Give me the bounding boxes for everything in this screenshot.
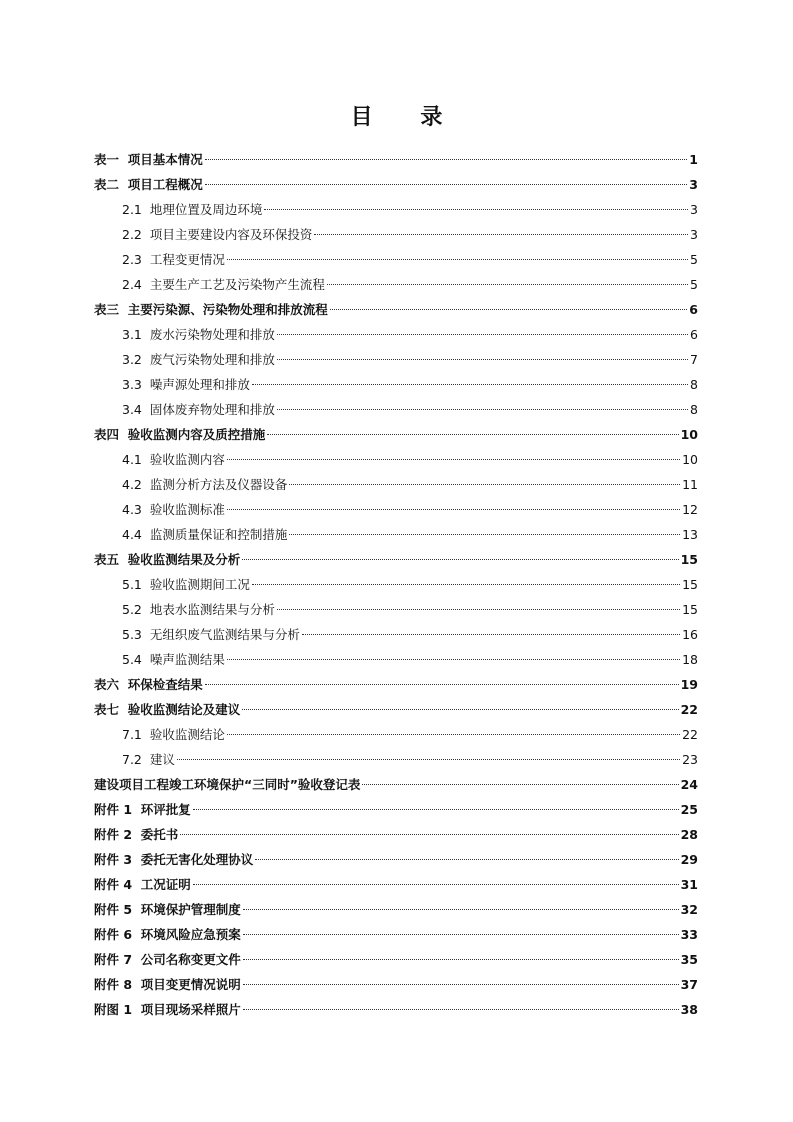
toc-leader-dots xyxy=(243,909,679,910)
toc-entry-page: 18 xyxy=(682,652,698,667)
toc-entry[interactable] xyxy=(94,422,698,447)
toc-entry[interactable] xyxy=(94,572,698,597)
toc-entry-label: 表三 主要污染源、污染物处理和排放流程 xyxy=(94,302,328,317)
toc-entry-page: 24 xyxy=(680,777,698,792)
toc-leader-dots xyxy=(277,609,680,610)
toc-entry[interactable] xyxy=(94,822,698,847)
toc-entry-page: 15 xyxy=(682,577,698,592)
toc-leader-dots xyxy=(264,209,688,210)
toc-leader-dots xyxy=(193,809,679,810)
toc-entry-label: 5.2 地表水监测结果与分析 xyxy=(122,602,275,617)
toc-entry[interactable] xyxy=(94,672,698,697)
toc-entry[interactable] xyxy=(94,872,698,897)
toc-entry[interactable] xyxy=(94,722,698,747)
toc-leader-dots xyxy=(227,659,680,660)
toc-entry-label: 附件 4 工况证明 xyxy=(94,877,191,892)
toc-entry-label: 2.2 项目主要建设内容及环保投资 xyxy=(122,227,313,242)
toc-leader-dots xyxy=(277,359,688,360)
toc-leader-dots xyxy=(205,159,688,160)
toc-entry-page: 31 xyxy=(680,877,698,892)
toc-entry-label: 4.1 验收监测内容 xyxy=(122,452,225,467)
toc-entry-page: 16 xyxy=(682,627,698,642)
toc-leader-dots xyxy=(205,184,688,185)
toc-entry-label: 2.3 工程变更情况 xyxy=(122,252,225,267)
toc-leader-dots xyxy=(243,934,679,935)
toc-entry-page: 3 xyxy=(690,202,698,217)
toc-entry-label: 7.1 验收监测结论 xyxy=(122,727,225,742)
toc-entry-page: 29 xyxy=(680,852,698,867)
toc-leader-dots xyxy=(277,409,688,410)
toc-entry-label: 表五 验收监测结果及分析 xyxy=(94,552,241,567)
toc-entry-label: 5.1 验收监测期间工况 xyxy=(122,577,250,592)
toc-entry-page: 22 xyxy=(680,702,698,717)
toc-entry-label: 2.4 主要生产工艺及污染物产生流程 xyxy=(122,277,325,292)
toc-entry[interactable] xyxy=(94,347,698,372)
toc-leader-dots xyxy=(255,859,678,860)
toc-entry[interactable] xyxy=(94,747,698,772)
toc-entry-label: 3.1 废水污染物处理和排放 xyxy=(122,327,275,342)
toc-entry[interactable] xyxy=(94,147,698,172)
toc-leader-dots xyxy=(243,959,679,960)
toc-entry-label: 表一 项目基本情况 xyxy=(94,152,203,167)
toc-entry[interactable] xyxy=(94,897,698,922)
toc-leader-dots xyxy=(227,734,680,735)
toc-leader-dots xyxy=(289,484,680,485)
toc-entry[interactable] xyxy=(94,847,698,872)
toc-entry[interactable] xyxy=(94,322,698,347)
toc-entry-page: 37 xyxy=(680,977,698,992)
toc-leader-dots xyxy=(227,509,680,510)
toc-entry-page: 5 xyxy=(690,252,698,267)
toc-entry[interactable] xyxy=(94,597,698,622)
toc-entry-page: 22 xyxy=(682,727,698,742)
toc-entry-label: 4.3 验收监测标准 xyxy=(122,502,225,517)
toc-leader-dots xyxy=(362,784,678,785)
toc-entry-page: 15 xyxy=(682,602,698,617)
toc-entry-page: 8 xyxy=(690,377,698,392)
toc-entry-label: 附件 2 委托书 xyxy=(94,827,179,842)
toc-entry[interactable] xyxy=(94,447,698,472)
toc-entry-label: 表七 验收监测结论及建议 xyxy=(94,702,241,717)
toc-entry[interactable] xyxy=(94,647,698,672)
toc-entry-page: 5 xyxy=(690,277,698,292)
toc-leader-dots xyxy=(227,259,688,260)
toc-entry-label: 4.2 监测分析方法及仪器设备 xyxy=(122,477,288,492)
toc-entry-label: 2.1 地理位置及周边环境 xyxy=(122,202,263,217)
toc-entry-page: 8 xyxy=(690,402,698,417)
toc-entry-label: 7.2 建议 xyxy=(122,752,175,767)
toc-entry[interactable] xyxy=(94,222,698,247)
toc-entry-page: 1 xyxy=(689,152,698,167)
toc-leader-dots xyxy=(243,984,679,985)
toc-entry-page: 33 xyxy=(680,927,698,942)
toc-leader-dots xyxy=(252,384,688,385)
toc-entry-label: 附件 7 公司名称变更文件 xyxy=(94,952,241,967)
toc-entry-page: 3 xyxy=(690,227,698,242)
toc-entry-page: 10 xyxy=(680,427,698,442)
toc-leader-dots xyxy=(227,459,680,460)
toc-entry-page: 7 xyxy=(690,352,698,367)
toc-entry-label: 4.4 监测质量保证和控制措施 xyxy=(122,527,288,542)
toc-entry[interactable] xyxy=(94,397,698,422)
toc-entry[interactable] xyxy=(94,472,698,497)
toc-entry-label: 3.2 废气污染物处理和排放 xyxy=(122,352,275,367)
toc-entry[interactable] xyxy=(94,697,698,722)
toc-leader-dots xyxy=(289,534,680,535)
toc-entry[interactable] xyxy=(94,272,698,297)
toc-entry-page: 11 xyxy=(682,477,698,492)
toc-entry-page: 6 xyxy=(690,327,698,342)
toc-entry-page: 23 xyxy=(682,752,698,767)
toc-leader-dots xyxy=(314,234,688,235)
toc-entry[interactable] xyxy=(94,497,698,522)
toc-entry-label: 附件 5 环境保护管理制度 xyxy=(94,902,241,917)
toc-entry-page: 12 xyxy=(682,502,698,517)
toc-entry-label: 3.4 固体废弃物处理和排放 xyxy=(122,402,275,417)
toc-entry-label: 附件 6 环境风险应急预案 xyxy=(94,927,241,942)
toc-entry[interactable] xyxy=(94,997,698,1022)
toc-leader-dots xyxy=(302,634,680,635)
toc-entry-page: 19 xyxy=(680,677,698,692)
toc-entry-page: 35 xyxy=(680,952,698,967)
toc-entry[interactable] xyxy=(94,547,698,572)
toc-leader-dots xyxy=(180,834,678,835)
toc-entry-page: 3 xyxy=(689,177,698,192)
toc-entry-page: 6 xyxy=(689,302,698,317)
toc-leader-dots xyxy=(267,434,678,435)
toc-leader-dots xyxy=(327,284,688,285)
toc-leader-dots xyxy=(277,334,688,335)
toc-entry-label: 表二 项目工程概况 xyxy=(94,177,203,192)
toc-entry[interactable] xyxy=(94,797,698,822)
toc-entry-label: 表六 环保检查结果 xyxy=(94,677,203,692)
toc-entry[interactable] xyxy=(94,197,698,222)
toc-entry[interactable] xyxy=(94,247,698,272)
toc-entry-label: 3.3 噪声源处理和排放 xyxy=(122,377,250,392)
toc-entry-page: 13 xyxy=(682,527,698,542)
toc-title: 目 录 xyxy=(350,104,463,130)
toc-leader-dots xyxy=(242,709,678,710)
toc-entry[interactable] xyxy=(94,772,698,797)
toc-leader-dots xyxy=(205,684,679,685)
toc-entry[interactable] xyxy=(94,172,698,197)
toc-entry[interactable] xyxy=(94,922,698,947)
toc-leader-dots xyxy=(193,884,679,885)
toc-entry-label: 5.3 无组织废气监测结果与分析 xyxy=(122,627,300,642)
toc-leader-dots xyxy=(242,559,678,560)
toc-entry-label: 附件 8 项目变更情况说明 xyxy=(94,977,241,992)
toc-leader-dots xyxy=(243,1009,679,1010)
table-of-contents xyxy=(94,147,698,1022)
toc-entry-label: 附件 3 委托无害化处理协议 xyxy=(94,852,254,867)
toc-entry[interactable] xyxy=(94,972,698,997)
toc-leader-dots xyxy=(330,309,688,310)
toc-entry[interactable] xyxy=(94,947,698,972)
toc-entry-label: 附件 1 环评批复 xyxy=(94,802,191,817)
toc-entry-page: 32 xyxy=(680,902,698,917)
toc-entry-label: 表四 验收监测内容及质控措施 xyxy=(94,427,266,442)
toc-entry-label: 建设项目工程竣工环境保护“三同时”验收登记表 xyxy=(94,777,361,792)
toc-entry-page: 15 xyxy=(680,552,698,567)
toc-entry-label: 附图 1 项目现场采样照片 xyxy=(94,1002,241,1017)
toc-leader-dots xyxy=(252,584,680,585)
toc-entry[interactable] xyxy=(94,372,698,397)
toc-entry-label: 5.4 噪声监测结果 xyxy=(122,652,225,667)
toc-entry-page: 28 xyxy=(680,827,698,842)
toc-entry-page: 25 xyxy=(680,802,698,817)
toc-entry-page: 38 xyxy=(680,1002,698,1017)
toc-leader-dots xyxy=(177,759,680,760)
toc-entry-page: 10 xyxy=(682,452,698,467)
toc-entry[interactable] xyxy=(94,297,698,322)
toc-entry[interactable] xyxy=(94,522,698,547)
toc-entry[interactable] xyxy=(94,622,698,647)
